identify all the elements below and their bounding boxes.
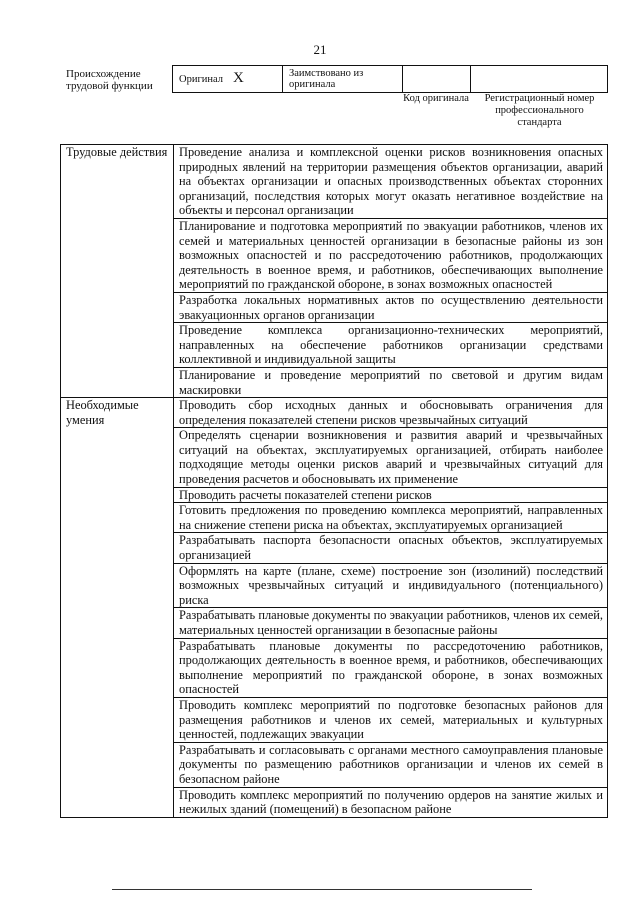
table-row bbox=[61, 145, 608, 219]
origin-registration-cell bbox=[471, 66, 608, 93]
section-item: Разрабатывать и согласовывать с органами местного самоуправления плановые документы по размещению работников организации и членов их семей в безопасном районе bbox=[174, 742, 608, 787]
section-item: Готовить предложения по проведению комплекса мероприятий, направленных на снижение степени риска на объектах, эксплуатируемых организацией bbox=[174, 503, 608, 533]
origin-table bbox=[172, 65, 608, 93]
section-item: Разрабатывать паспорта безопасности опасных объектов, эксплуатируемых организацией bbox=[174, 533, 608, 563]
section-label: Необходимые умения bbox=[61, 398, 174, 818]
section-item: Проводить расчеты показателей степени рисков bbox=[174, 487, 608, 503]
functions-table bbox=[60, 144, 608, 818]
bottom-divider bbox=[112, 889, 532, 890]
origin-borrowed-cell bbox=[283, 66, 403, 93]
section-item: Проводить комплекс мероприятий по получению ордеров на занятие жилых и нежилых зданий (помещений) в безопасном районе bbox=[174, 787, 608, 817]
section-item: Разработка локальных нормативных актов по осуществлению деятельности эвакуационных органов организации bbox=[174, 292, 608, 322]
section-item: Разрабатывать плановые документы по рассредоточению работников, продолжающих деятельность в военное время, и работников, обеспечивающих выполнение мероприятий по гражданской обороне, в зонах возможных опасностей bbox=[174, 638, 608, 697]
section-item: Планирование и проведение мероприятий по световой и другим видам маскировки bbox=[174, 367, 608, 397]
section-item: Проведение анализа и комплексной оценки рисков возникновения опасных природных явлений на территории размещения объектов организации, аварий на объектах организации и опасных производственных объектах сторонних организаций, последствия которых могут оказать негативное воздействие на объекты и персонал организации bbox=[174, 145, 608, 219]
section-item: Определять сценарии возникновения и развития аварий и чрезвычайных ситуаций на объектах, эксплуатируемых организацией, отбирать наиболее подходящие методы оценки рисков аварий и чрезвычайных ситуаций для проведения расчетов и обосновывать их применение bbox=[174, 428, 608, 487]
origin-original-label: Оригинал bbox=[179, 74, 223, 85]
section-item: Разрабатывать плановые документы по эвакуации работников, членов их семей, материальных ценностей организации в безопасные районы bbox=[174, 608, 608, 638]
origin-original-mark: X bbox=[233, 70, 244, 86]
section-item: Планирование и подготовка мероприятий по эвакуации работников, членов их семей и материальных ценностей организации в безопасные районы из зон возможных опасностей и по рассредоточению работников, продолжающих деятельность в военное время, и работников, обеспечивающих выполнение мероприятий по гражданской обороне, в зонах возможных опасностей bbox=[174, 218, 608, 292]
section-item: Проводить сбор исходных данных и обосновывать ограничения для определения показателей степени рисков чрезвычайных ситуаций bbox=[174, 398, 608, 428]
section-item: Проведение комплекса организационно-технических мероприятий, направленных на обеспечение работников организации средствами коллективной и индивидуальной защиты bbox=[174, 323, 608, 368]
section-item: Проводить комплекс мероприятий по подготовке безопасных районов для размещения работников и членов их семей, материальных и культурных ценностей, подлежащих эвакуации bbox=[174, 697, 608, 742]
table-row bbox=[61, 398, 608, 428]
section-item: Оформлять на карте (плане, схеме) построение зон (изолиний) последствий возможных чрезвычайных ситуаций и индивидуального (потенциального) риска bbox=[174, 563, 608, 608]
origin-original-cell bbox=[173, 66, 283, 93]
section-label: Трудовые действия bbox=[61, 145, 174, 398]
origin-code-cell bbox=[403, 66, 471, 93]
registration-caption: Регистрационный номер профессионального стандарта bbox=[484, 93, 595, 128]
code-caption: Код оригинала bbox=[403, 93, 469, 104]
origin-borrowed-label: Заимствовано из оригинала bbox=[289, 68, 364, 90]
page-number: 21 bbox=[313, 42, 327, 57]
origin-label: Происхождение трудовой функции bbox=[66, 68, 153, 92]
